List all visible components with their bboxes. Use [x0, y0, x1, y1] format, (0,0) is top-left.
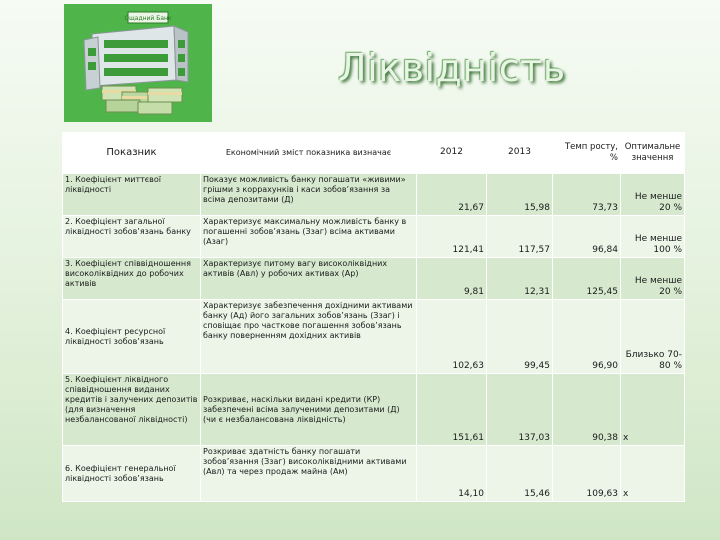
economic-cell: Показує можливість банку погашати «живими» грішми з коррахунків і каси зобов’язання за всіма депозитами (Д) [201, 174, 417, 216]
growth-cell: 96,90 [553, 300, 621, 374]
value-2012-cell: 102,63 [417, 300, 487, 374]
economic-cell: Характеризує забезпечення дохідними активами банку (Ад) його загальних зобов’язань (Ззаг) і сповіщає про часткове погашення зобов’язань банку поверненням дохідних активів [201, 300, 417, 374]
slide-title: Ліквідність [338, 46, 566, 90]
indicator-cell: 6. Коефіцієнт генеральної ліквідності зобов’язань [63, 446, 201, 502]
header-indicator: Показник [63, 133, 201, 174]
value-2013-cell: 137,03 [487, 374, 553, 446]
growth-cell: 125,45 [553, 258, 621, 300]
table-row [63, 216, 685, 258]
value-2012-cell: 21,67 [417, 174, 487, 216]
bank-building-icon [64, 4, 212, 122]
liquidity-table [62, 132, 684, 500]
economic-cell: Розкриває здатність банку погашати зобов’язання (Ззаг) високоліквідними активами (Авл) та через продаж майна (Ам) [201, 446, 417, 502]
optimal-cell: х [621, 446, 685, 502]
economic-cell: Характеризує питому вагу високоліквідних активів (Авл) у робочих активах (Ар) [201, 258, 417, 300]
table-row [63, 300, 685, 374]
header-optimal-value: Оптимальне значення [621, 133, 685, 174]
indicator-cell: 3. Коефіцієнт співвідношення високоліквідних до робочих активів [63, 258, 201, 300]
value-2012-cell: 14,10 [417, 446, 487, 502]
growth-cell: 73,73 [553, 174, 621, 216]
growth-cell: 96,84 [553, 216, 621, 258]
value-2012-cell: 9,81 [417, 258, 487, 300]
table-header-row [63, 133, 685, 174]
table-row [63, 174, 685, 216]
value-2012-cell: 121,41 [417, 216, 487, 258]
header-year-2013: 2013 [487, 133, 553, 174]
value-2013-cell: 99,45 [487, 300, 553, 374]
optimal-cell: Не менше 20 % [621, 258, 685, 300]
indicator-cell: 2. Коефіцієнт загальної ліквідності зобов’язань банку [63, 216, 201, 258]
header-economic-meaning: Економічний зміст показника визначає [201, 133, 417, 174]
optimal-cell: х [621, 374, 685, 446]
indicator-cell: 5. Коефіцієнт ліквідного співвідношення виданих кредитів і залучених депозитів (для визначення незбалансованої ліквідності) [63, 374, 201, 446]
growth-cell: 109,63 [553, 446, 621, 502]
value-2013-cell: 117,57 [487, 216, 553, 258]
value-2013-cell: 15,46 [487, 446, 553, 502]
header-year-2012: 2012 [417, 133, 487, 174]
value-2012-cell: 151,61 [417, 374, 487, 446]
header-growth-rate: Темп росту, % [553, 133, 621, 174]
indicator-cell: 1. Коефіцієнт миттєвої ліквідності [63, 174, 201, 216]
table-row [63, 258, 685, 300]
optimal-cell: Не менше 20 % [621, 174, 685, 216]
optimal-cell: Близько 70-80 % [621, 300, 685, 374]
table-row [63, 374, 685, 446]
value-2013-cell: 15,98 [487, 174, 553, 216]
bank-building-logo [64, 4, 212, 122]
indicator-cell: 4. Коефіцієнт ресурсної ліквідності зобов’язань [63, 300, 201, 374]
building-sign-text: Ощадний Банк [124, 15, 172, 22]
economic-cell: Характеризує максимальну можливість банку в погашенні зобов’язань (Ззаг) всіма активами (Азаг) [201, 216, 417, 258]
optimal-cell: Не менше 100 % [621, 216, 685, 258]
table-row [63, 446, 685, 502]
value-2013-cell: 12,31 [487, 258, 553, 300]
economic-cell: Розкриває, наскільки видані кредити (КР) забезпечені всіма залученими депозитами (Д) (чи є незбалансована ліквідність) [201, 374, 417, 446]
growth-cell: 90,38 [553, 374, 621, 446]
